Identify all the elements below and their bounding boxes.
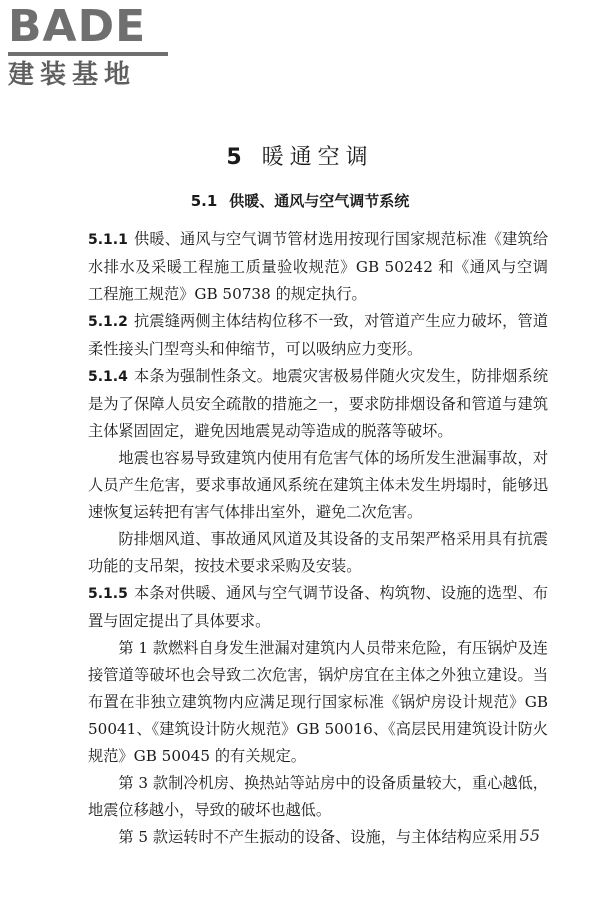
paragraph	[88, 308, 548, 363]
chapter-number: 5	[226, 145, 248, 170]
paragraph-text: 本条为强制性条文。地震灾害极易伴随火灾发生，防排烟系统是为了保障人员安全疏散的措施之一，要求防排烟设备和管道与建筑主体紧固固定，避免因地震晃动等造成的脱落等破坏。	[88, 367, 548, 440]
body-text	[88, 226, 548, 851]
logo-chinese-name: 建装基地	[8, 60, 137, 90]
section-title	[0, 190, 600, 211]
chapter-title	[0, 140, 600, 171]
paragraph	[88, 445, 548, 526]
paragraph	[88, 824, 548, 851]
paragraph-text: 第 1 款燃料自身发生泄漏对建筑内人员带来危险，有压锅炉及连接管道等破坏也会导致二次危害，锅炉房宜在主体之外独立建设。当布置在非独立建筑物内应满足现行国家标准《锅炉房设计规范》GB 50041、《建筑设计防火规范》GB 50016、《高层民用建筑设计防火规范》GB 50045 的有关规定。	[88, 639, 548, 765]
logo-wordmark: BADE	[8, 1, 147, 52]
paragraph-text: 第 5 款运转时不产生振动的设备、设施，与主体结构应采用	[118, 828, 518, 846]
section-number: 5.1	[190, 192, 218, 210]
paragraph	[88, 580, 548, 635]
clause-number: 5.1.4	[88, 369, 128, 385]
paragraph-text: 第 3 款制冷机房、换热站等站房中的设备质量较大，重心越低，地震位移越小，导致的破坏也越低。	[88, 774, 548, 819]
clause-number: 5.1.5	[88, 586, 128, 602]
paragraph	[88, 635, 548, 770]
section-name: 供暖、通风与空气调节系统	[229, 192, 410, 210]
paragraph-text: 供暖、通风与空气调节管材选用按现行国家规范标准《建筑给水排水及采暖工程施工质量验收规范》GB 50242 和《通风与空调工程施工规范》GB 50738 的规定执行。	[88, 230, 548, 303]
paragraph	[88, 226, 548, 308]
paragraph	[88, 363, 548, 445]
paragraph-text: 防排烟风道、事故通风风道及其设备的支吊架严格采用具有抗震功能的支吊架，按技术要求采购及安装。	[88, 530, 548, 575]
clause-number: 5.1.1	[88, 232, 128, 248]
paragraph-text: 地震也容易导致建筑内使用有危害气体的场所发生泄漏事故，对人员产生危害，要求事故通风系统在建筑主体未发生坍塌时，能够迅速恢复运转把有害气体排出室外，避免二次危害。	[88, 449, 548, 521]
paragraph-text: 本条对供暖、通风与空气调节设备、构筑物、设施的选型、布置与固定提出了具体要求。	[88, 584, 548, 630]
clause-number: 5.1.2	[88, 314, 128, 330]
paragraph-text: 抗震缝两侧主体结构位移不一致，对管道产生应力破坏，管道柔性接头门型弯头和伸缩节，可以吸纳应力变形。	[88, 312, 548, 358]
chapter-name: 暖通空调	[261, 145, 374, 170]
paragraph	[88, 526, 548, 580]
logo-underline	[8, 52, 168, 56]
publisher-logo	[8, 1, 178, 90]
paragraph	[88, 770, 548, 824]
page-number: 55	[519, 826, 540, 845]
